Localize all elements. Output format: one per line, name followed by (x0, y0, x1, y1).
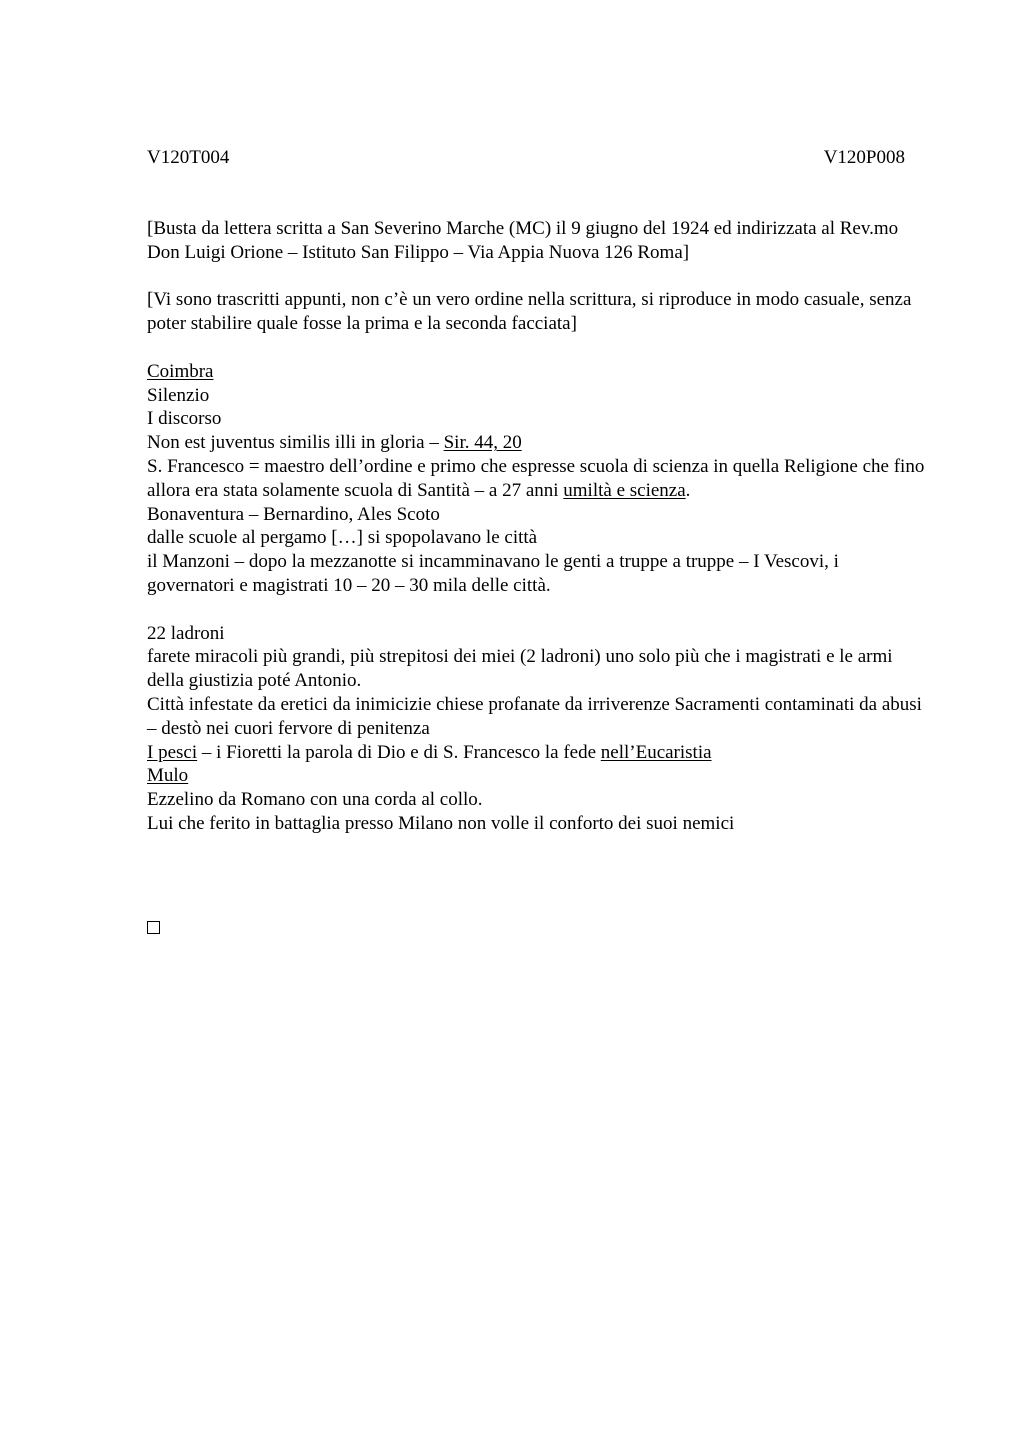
note-line-ladroni: 22 ladroni (147, 622, 225, 644)
square-box-icon (147, 921, 160, 934)
paragraph-spacer (147, 265, 927, 289)
paragraph-spacer (147, 336, 927, 360)
document-code-right: V120P008 (823, 147, 905, 168)
note-line-citta: Città infestate da eretici da inimicizie chiese profanate da irriverenze Sacramenti contaminati da abusi – destò nei cuori fervore di penitenza (147, 693, 922, 739)
document-code-left: V120T004 (147, 147, 230, 168)
note-line-coimbra (147, 360, 927, 384)
document-page (147, 0, 927, 1450)
pesci-text: – i Fioretti la parola di Dio e di S. Francesco la fede (197, 741, 601, 763)
envelope-note-paragraph: [Busta da lettera scritta a San Severino Marche (MC) il 9 giugno del 1924 ed indirizzata al Rev.mo Don Luigi Orione – Istituto San Filippo – Via Appia Nuova 126 Roma] (147, 218, 899, 263)
note-line-bonaventura: Bonaventura – Bernardino, Ales Scoto (147, 503, 440, 525)
paragraph-spacer (147, 598, 927, 622)
pesci-underlined: I pesci (147, 741, 198, 763)
note-line-francesco (147, 455, 927, 503)
coimbra-heading: Coimbra (147, 360, 214, 382)
scripture-reference: Sir. 44, 20 (443, 432, 522, 454)
note-line-silenzio: Silenzio (147, 384, 210, 406)
note-line-ezzelino: Ezzelino da Romano con una corda al collo. (147, 789, 483, 811)
eucaristia-underlined: nell’Eucaristia (600, 741, 712, 763)
francesco-text: S. Francesco = maestro dell’ordine e primo che espresse scuola di scienza in quella Religione che fino allora era stata solamente scuola di Santità – a 27 anni (147, 455, 925, 501)
note-line-juventus (147, 431, 927, 455)
note-line-scuole: dalle scuole al pergamo […] si spopolavano le città (147, 527, 538, 549)
note-line-pesci (147, 741, 927, 765)
note-line-manzoni: il Manzoni – dopo la mezzanotte si incamminavano le genti a truppe a truppe – I Vescovi, i governatori e magistrati 10 – 20 – 30 mila delle città. (147, 551, 839, 596)
francesco-period: . (685, 479, 691, 501)
transcription-note-paragraph: [Vi sono trascritti appunti, non c’è un vero ordine nella scrittura, si riproduce in modo casuale, senza poter stabilire quale fosse la prima e la seconda facciata] (147, 289, 912, 335)
note-line-lui: Lui che ferito in battaglia presso Milano non volle il conforto dei suoi nemici (147, 812, 735, 834)
umilta-scienza-underlined: umiltà e scienza (563, 479, 686, 501)
juventus-text: Non est juventus similis illi in gloria – (147, 432, 444, 454)
note-line-miracoli: farete miracoli più grandi, più strepitosi dei miei (2 ladroni) uno solo più che i magistrati e le armi della giustizia poté Antonio. (147, 646, 893, 692)
note-line-discorso: I discorso (147, 408, 222, 430)
mulo-underlined: Mulo (147, 765, 189, 787)
document-body (147, 217, 927, 836)
note-line-mulo (147, 764, 927, 788)
